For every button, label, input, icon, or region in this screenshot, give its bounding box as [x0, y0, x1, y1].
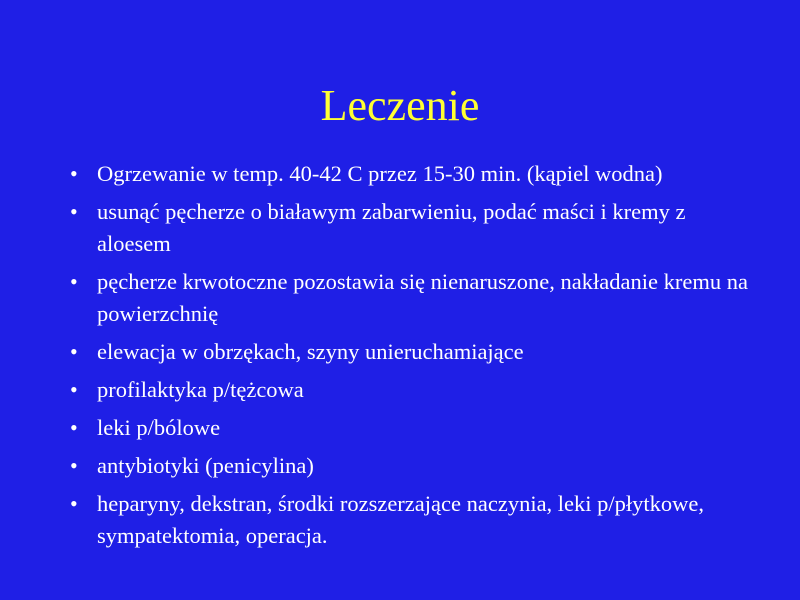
- bullet-icon: •: [70, 415, 78, 440]
- bullet-list: [70, 158, 750, 558]
- slide-title: Leczenie: [320, 81, 480, 130]
- bullet-text: usunąć pęcherze o białawym zabarwieniu, podać maści i kremy z aloesem: [97, 199, 686, 256]
- bullet-text: pęcherze krwotoczne pozostawia się nienaruszone, nakładanie kremu na powierzchnię: [97, 269, 748, 326]
- bullet-item: [70, 266, 750, 330]
- bullet-item: [70, 412, 750, 444]
- bullet-icon: •: [70, 161, 78, 186]
- bullet-text: elewacja w obrzękach, szyny unieruchamiające: [97, 339, 524, 364]
- bullet-icon: •: [70, 339, 78, 364]
- bullet-text: Ogrzewanie w temp. 40-42 C przez 15-30 min. (kąpiel wodna): [97, 161, 663, 186]
- bullet-icon: •: [70, 453, 78, 478]
- bullet-item: [70, 374, 750, 406]
- bullet-item: [70, 336, 750, 368]
- bullet-item: [70, 158, 750, 190]
- bullet-icon: •: [70, 199, 78, 224]
- bullet-item: [70, 488, 750, 552]
- bullet-item: [70, 196, 750, 260]
- bullet-text: profilaktyka p/tężcowa: [97, 377, 304, 402]
- bullet-text: leki p/bólowe: [97, 415, 221, 440]
- bullet-icon: •: [70, 491, 78, 516]
- bullet-text: antybiotyki (penicylina): [97, 453, 314, 478]
- bullet-icon: •: [70, 377, 78, 402]
- bullet-text: heparyny, dekstran, środki rozszerzające naczynia, leki p/płytkowe, sympatektomia, operacja.: [97, 491, 705, 548]
- bullet-item: [70, 450, 750, 482]
- bullet-icon: •: [70, 269, 78, 294]
